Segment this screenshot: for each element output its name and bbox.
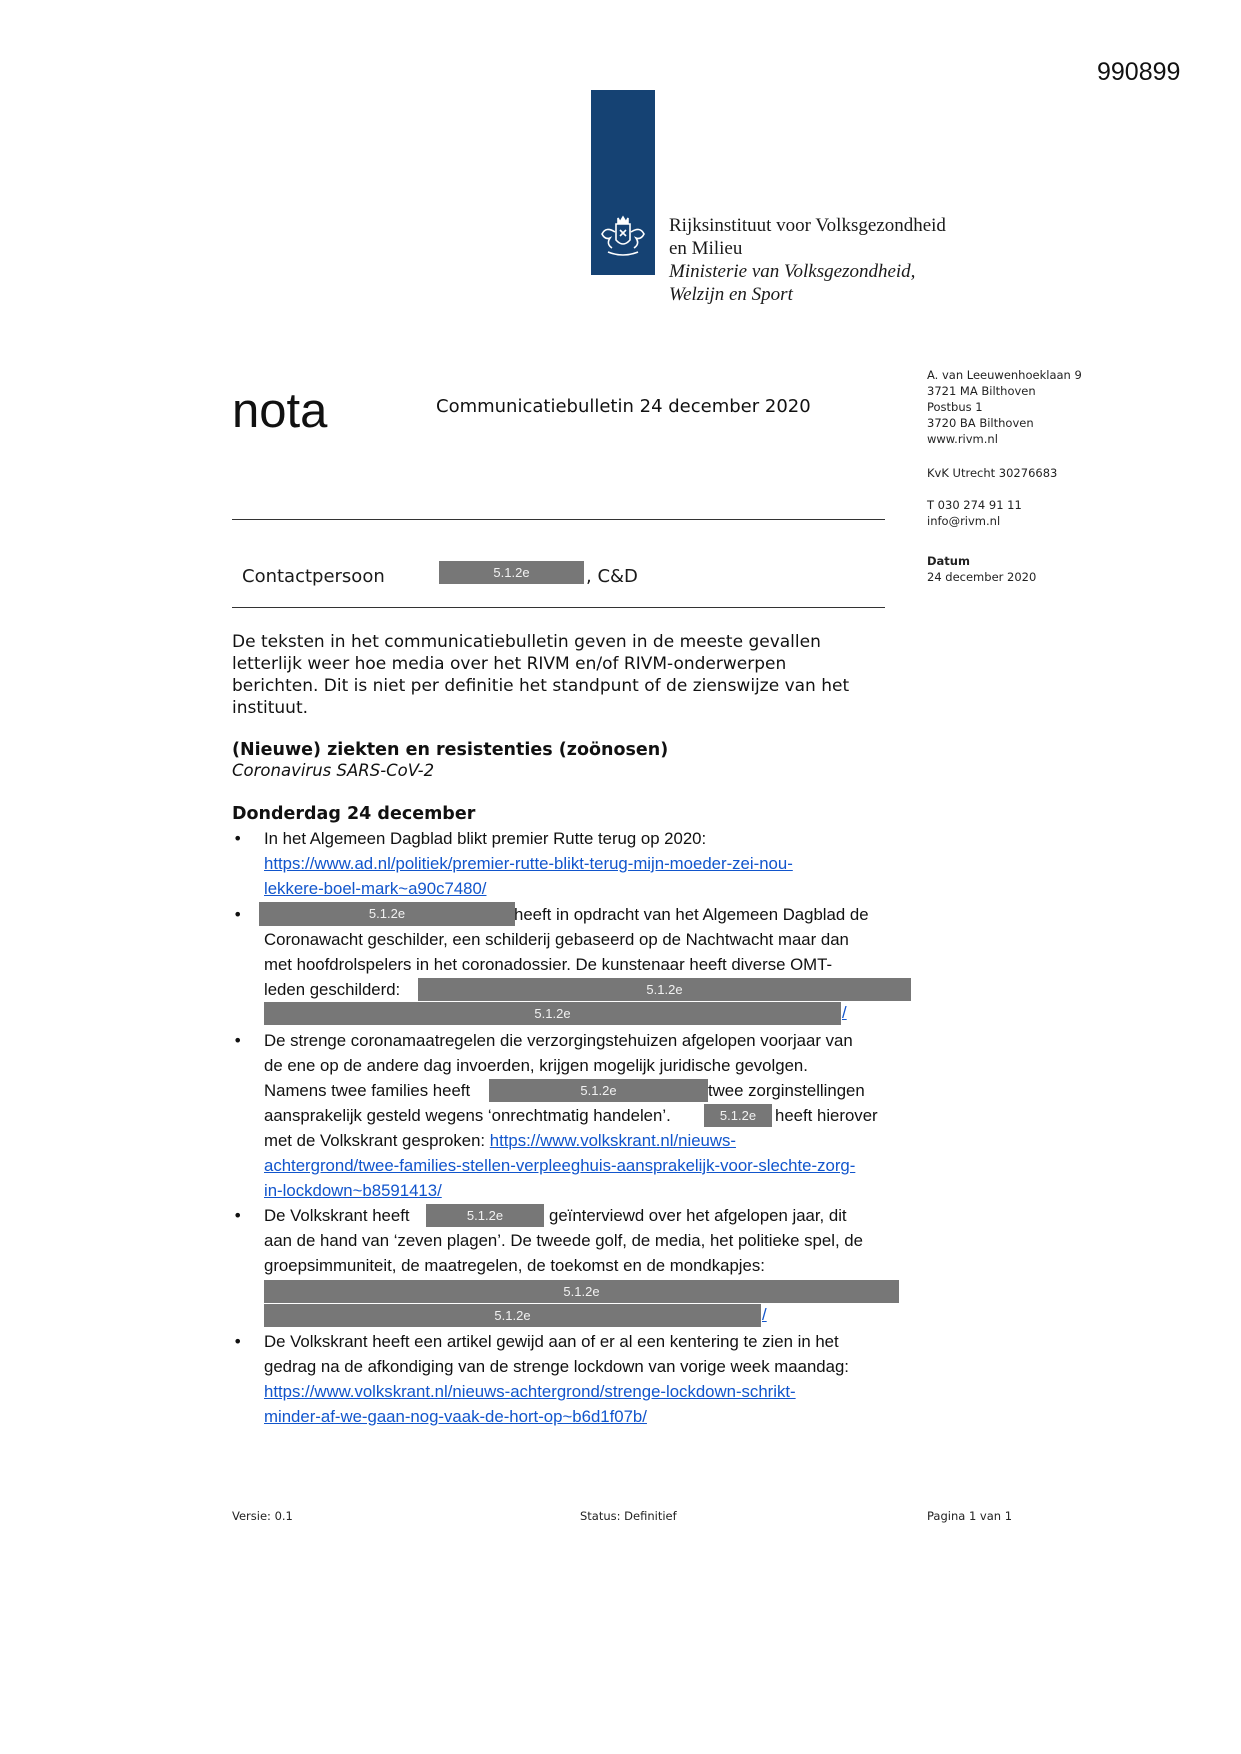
item-3-line: heeft hierover — [775, 1106, 878, 1125]
document-type: nota — [232, 384, 328, 438]
org-line-2: en Milieu — [669, 238, 743, 259]
intro-line: berichten. Dit is niet per definitie het standpunt of de zienswijze van het — [232, 676, 850, 696]
org-line-4: Welzijn en Sport — [669, 284, 793, 305]
redaction-box: 5.1.2e — [489, 1079, 708, 1102]
bullet: • — [233, 905, 243, 924]
item-3-link[interactable]: https://www.volkskrant.nl/nieuws- — [489, 1131, 736, 1150]
address-line: 3720 BA Bilthoven — [927, 416, 1034, 430]
date-label: Datum — [927, 554, 970, 568]
contact-label: Contactpersoon — [242, 566, 385, 587]
item-4-link-end[interactable]: / — [762, 1305, 767, 1324]
contact-department: , C&D — [586, 566, 638, 587]
bullet: • — [233, 1206, 243, 1225]
org-line-1: Rijksinstituut voor Volksgezondheid — [669, 215, 946, 236]
item-4-line: aan de hand van ‘zeven plagen’. De tweede golf, de media, het politieke spel, de — [264, 1231, 863, 1250]
bullet: • — [233, 1332, 243, 1351]
item-3-link[interactable]: achtergrond/twee-families-stellen-verpleeghuis-aansprakelijk-voor-slechte-zorg- — [264, 1156, 856, 1175]
item-1-link[interactable]: https://www.ad.nl/politiek/premier-rutte-blikt-terug-mijn-moeder-zei-nou- — [264, 854, 793, 873]
redaction-box: 5.1.2e — [259, 902, 515, 926]
intro-line: De teksten in het communicatiebulletin geven in de meeste gevallen — [232, 632, 821, 652]
redaction-box: 5.1.2e — [264, 1280, 899, 1303]
item-4-line: groepsimmuniteit, de maatregelen, de toekomst en de mondkapjes: — [264, 1256, 765, 1275]
item-2-line: leden geschilderd: — [264, 980, 401, 999]
phone-number: T 030 274 91 11 — [927, 498, 1022, 512]
footer-page-number: Pagina 1 van 1 — [927, 1509, 1013, 1523]
item-2-line: heeft in opdracht van het Algemeen Dagblad de — [514, 905, 869, 924]
item-4-line: De Volkskrant heeft — [264, 1206, 410, 1225]
document-id: 990899 — [1097, 58, 1181, 86]
redaction-box: 5.1.2e — [418, 978, 911, 1001]
item-3-line: De strenge coronamaatregelen die verzorgingstehuizen afgelopen voorjaar van — [264, 1031, 853, 1050]
bullet: • — [233, 1031, 243, 1050]
redaction-box: 5.1.2e — [264, 1304, 761, 1327]
bullet: • — [233, 829, 243, 848]
intro-line: instituut. — [232, 698, 309, 718]
email-address[interactable]: info@rivm.nl — [927, 514, 1001, 528]
address-line: A. van Leeuwenhoeklaan 9 — [927, 368, 1082, 382]
royal-crest-icon — [596, 210, 650, 260]
redaction-box: 5.1.2e — [704, 1104, 772, 1127]
date-value: 24 december 2020 — [927, 570, 1037, 584]
item-5-line: gedrag na de afkondiging van de strenge lockdown van vorige week maandag: — [264, 1357, 849, 1376]
website-link[interactable]: www.rivm.nl — [927, 432, 998, 446]
item-2-link-end[interactable]: / — [842, 1003, 847, 1022]
item-4-line: geïnterviewd over het afgelopen jaar, dit — [549, 1206, 847, 1225]
intro-paragraph — [232, 631, 849, 719]
item-3-text: met de Volkskrant gesproken: — [264, 1131, 490, 1150]
address-line: Postbus 1 — [927, 400, 983, 414]
address-line: 3721 MA Bilthoven — [927, 384, 1036, 398]
item-3-line: de ene op de andere dag invoerden, krijgen mogelijk juridische gevolgen. — [264, 1056, 808, 1075]
item-5-link[interactable]: https://www.volkskrant.nl/nieuws-achtergrond/strenge-lockdown-schrikt- — [264, 1382, 796, 1401]
day-heading: Donderdag 24 december — [232, 804, 476, 824]
redaction-box: 5.1.2e — [426, 1204, 544, 1227]
intro-line: letterlijk weer hoe media over het RIVM en/of RIVM-onderwerpen — [232, 654, 787, 674]
org-line-3: Ministerie van Volksgezondheid, — [669, 261, 916, 282]
section-heading: (Nieuwe) ziekten en resistenties (zoönosen) — [232, 740, 669, 760]
divider-bottom — [232, 607, 885, 608]
footer-status: Status: Definitief — [580, 1509, 677, 1523]
item-3-line: twee zorginstellingen — [708, 1081, 865, 1100]
item-3-link[interactable]: in-lockdown~b8591413/ — [264, 1181, 442, 1200]
kvk-number: KvK Utrecht 30276683 — [927, 466, 1058, 480]
sidebar-address — [927, 367, 1082, 447]
redaction-box: 5.1.2e — [439, 561, 584, 584]
item-5-link[interactable]: minder-af-we-gaan-nog-vaak-de-hort-op~b6d1f07b/ — [264, 1407, 647, 1426]
date-block — [927, 553, 1036, 585]
item-3-line — [264, 1131, 736, 1151]
item-5-line: De Volkskrant heeft een artikel gewijd aan of er al een kentering te zien in het — [264, 1332, 839, 1351]
item-2-line: Coronawacht geschilder, een schilderij gebaseerd op de Nachtwacht maar dan — [264, 930, 849, 949]
item-3-line: Namens twee families heeft — [264, 1081, 471, 1100]
section-subheading: Coronavirus SARS-CoV-2 — [232, 761, 435, 780]
item-1-line: In het Algemeen Dagblad blikt premier Rutte terug op 2020: — [264, 829, 707, 848]
item-3-line: aansprakelijk gesteld wegens ‘onrechtmatig handelen’. — [264, 1106, 671, 1125]
item-1-link[interactable]: lekkere-boel-mark~a90c7480/ — [264, 879, 487, 898]
document-title: Communicatiebulletin 24 december 2020 — [436, 396, 811, 417]
divider-top — [232, 519, 885, 520]
footer-version: Versie: 0.1 — [232, 1509, 293, 1523]
redaction-box: 5.1.2e — [264, 1002, 841, 1025]
organisation-name — [669, 214, 946, 306]
item-2-line: met hoofdrolspelers in het coronadossier. De kunstenaar heeft diverse OMT- — [264, 955, 833, 974]
